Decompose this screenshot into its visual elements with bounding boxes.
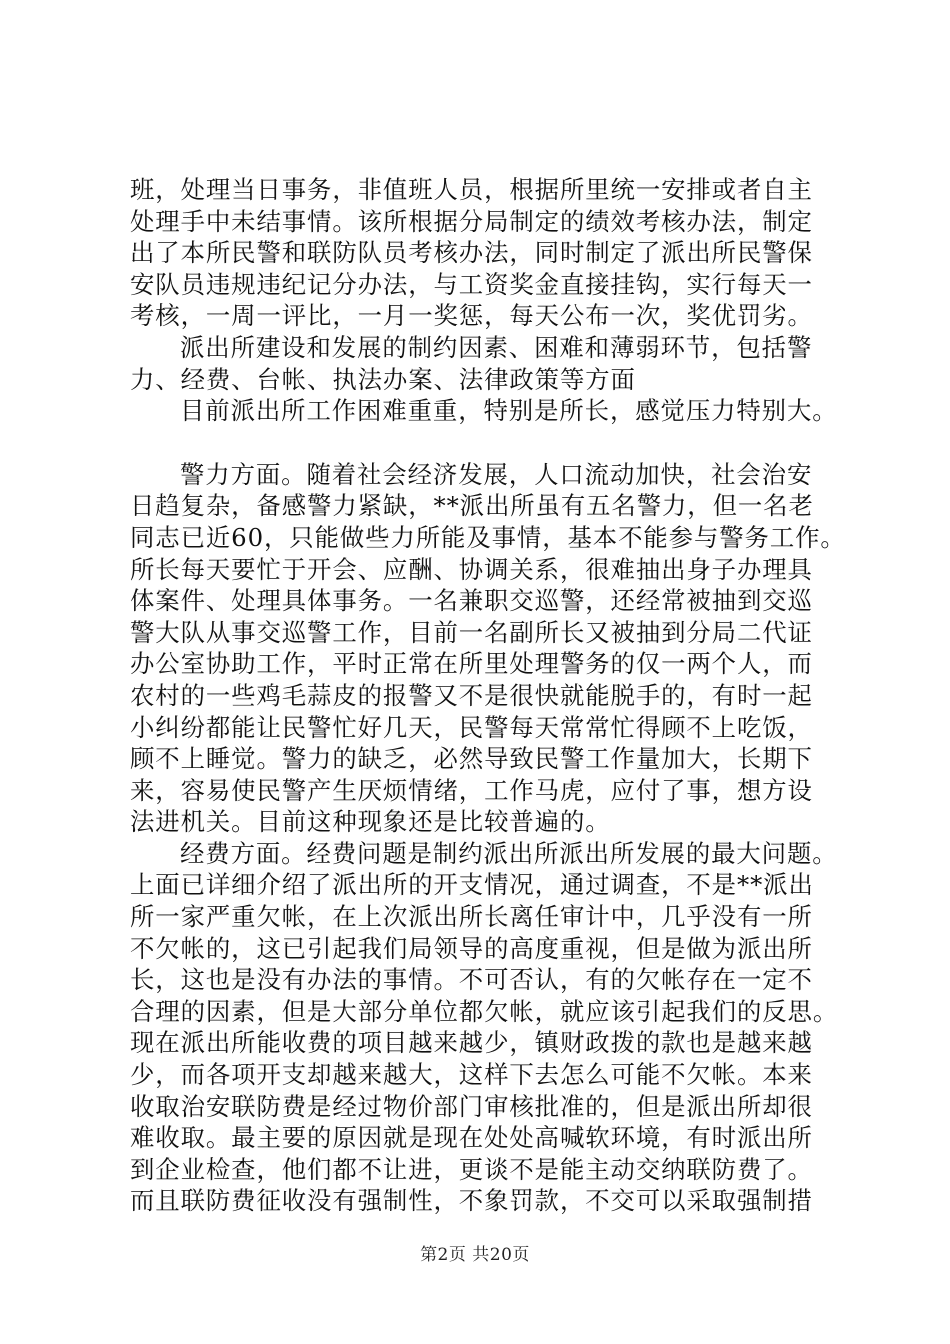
- text-line: 上面已详细介绍了派出所的开支情况，通过调查，不是**派出: [130, 870, 814, 900]
- text-line: 少，而各项开支却越来越大，这样下去怎么可能不欠帐。本来: [130, 1060, 813, 1090]
- text-line: 力、经费、台帐、执法办案、法律政策等方面: [130, 364, 636, 394]
- paragraph-difficulties-intro: [130, 395, 838, 427]
- text-line: 体案件、处理具体事务。一名兼职交巡警，还经常被抽到交巡: [130, 586, 813, 616]
- paragraph-duty-assessment: [130, 174, 835, 332]
- text-line: 长，这也是没有办法的事情。不可否认，有的欠帐存在一定不: [130, 965, 813, 995]
- text-line: 安队员违规违纪记分办法，与工资奖金直接挂钩，实行每天一: [130, 269, 813, 299]
- paragraph-gap: [130, 427, 835, 459]
- text-line: 经费方面。经费问题是制约派出所派出所发展的最大问题。: [180, 838, 838, 868]
- text-line: 到企业检查，他们都不让进，更谈不是能主动交纳联防费了。: [130, 1154, 813, 1184]
- text-line: 考核，一周一评比，一月一奖惩，每天公布一次，奖优罚劣。: [130, 301, 813, 331]
- text-line: 日趋复杂，备感警力紧缺，**派出所虽有五名警力，但一名老: [130, 491, 814, 521]
- text-line: 顾不上睡觉。警力的缺乏，必然导致民警工作量加大，长期下: [130, 744, 813, 774]
- text-line: 难收取。最主要的原因就是现在处处高喊软环境，有时派出所: [130, 1123, 813, 1153]
- text-line: 现在派出所能收费的项目越来越少，镇财政拨的款也是越来越: [130, 1028, 813, 1058]
- paragraph-funding: [130, 838, 839, 1217]
- text-line: 办公室协助工作，平时正常在所里处理警务的仅一两个人，而: [130, 649, 813, 679]
- text-line: 农村的一些鸡毛蒜皮的报警又不是很快就能脱手的，有时一起: [130, 680, 813, 710]
- text-line: 派出所建设和发展的制约因素、困难和薄弱环节，包括警: [180, 332, 813, 362]
- text-line: 同志已近60，只能做些力所能及事情，基本不能参与警务工作。: [130, 522, 846, 552]
- text-line: 处理手中未结事情。该所根据分局制定的绩效考核办法，制定: [130, 206, 813, 236]
- text-line: 警力方面。随着社会经济发展，人口流动加快，社会治安: [180, 459, 813, 489]
- paragraph-police-force: [130, 459, 846, 838]
- text-line: 不欠帐的，这已引起我们局领导的高度重视，但是做为派出所: [130, 933, 813, 963]
- page-number-footer: 第2页 共20页: [420, 1245, 530, 1265]
- text-line: 警大队从事交巡警工作，目前一名副所长又被抽到分局二代证: [130, 617, 813, 647]
- text-line: 小纠纷都能让民警忙好几天，民警每天常常忙得顾不上吃饭，: [130, 712, 813, 742]
- text-line: 目前派出所工作困难重重，特别是所长，感觉压力特别大。: [180, 396, 838, 426]
- paragraph-constraints-heading: [130, 332, 835, 395]
- text-line: 出了本所民警和联防队员考核办法，同时制定了派出所民警保: [130, 238, 813, 268]
- text-line: 所一家严重欠帐，在上次派出所长离任审计中，几乎没有一所: [130, 902, 813, 932]
- text-line: 来，容易使民警产生厌烦情绪，工作马虎，应付了事，想方设: [130, 775, 813, 805]
- text-line: 合理的因素，但是大部分单位都欠帐，就应该引起我们的反思。: [130, 996, 839, 1026]
- text-line: 收取治安联防费是经过物价部门审核批准的，但是派出所却很: [130, 1091, 813, 1121]
- text-line: 班，处理当日事务，非值班人员，根据所里统一安排或者自主: [130, 175, 813, 204]
- text-line: 所长每天要忙于开会、应酬、协调关系，很难抽出身子办理具: [130, 554, 813, 584]
- text-line: 法进机关。目前这种现象还是比较普遍的。: [130, 807, 611, 837]
- document-body: [130, 174, 846, 1217]
- text-line: 而且联防费征收没有强制性，不象罚款，不交可以采取强制措: [130, 1186, 813, 1216]
